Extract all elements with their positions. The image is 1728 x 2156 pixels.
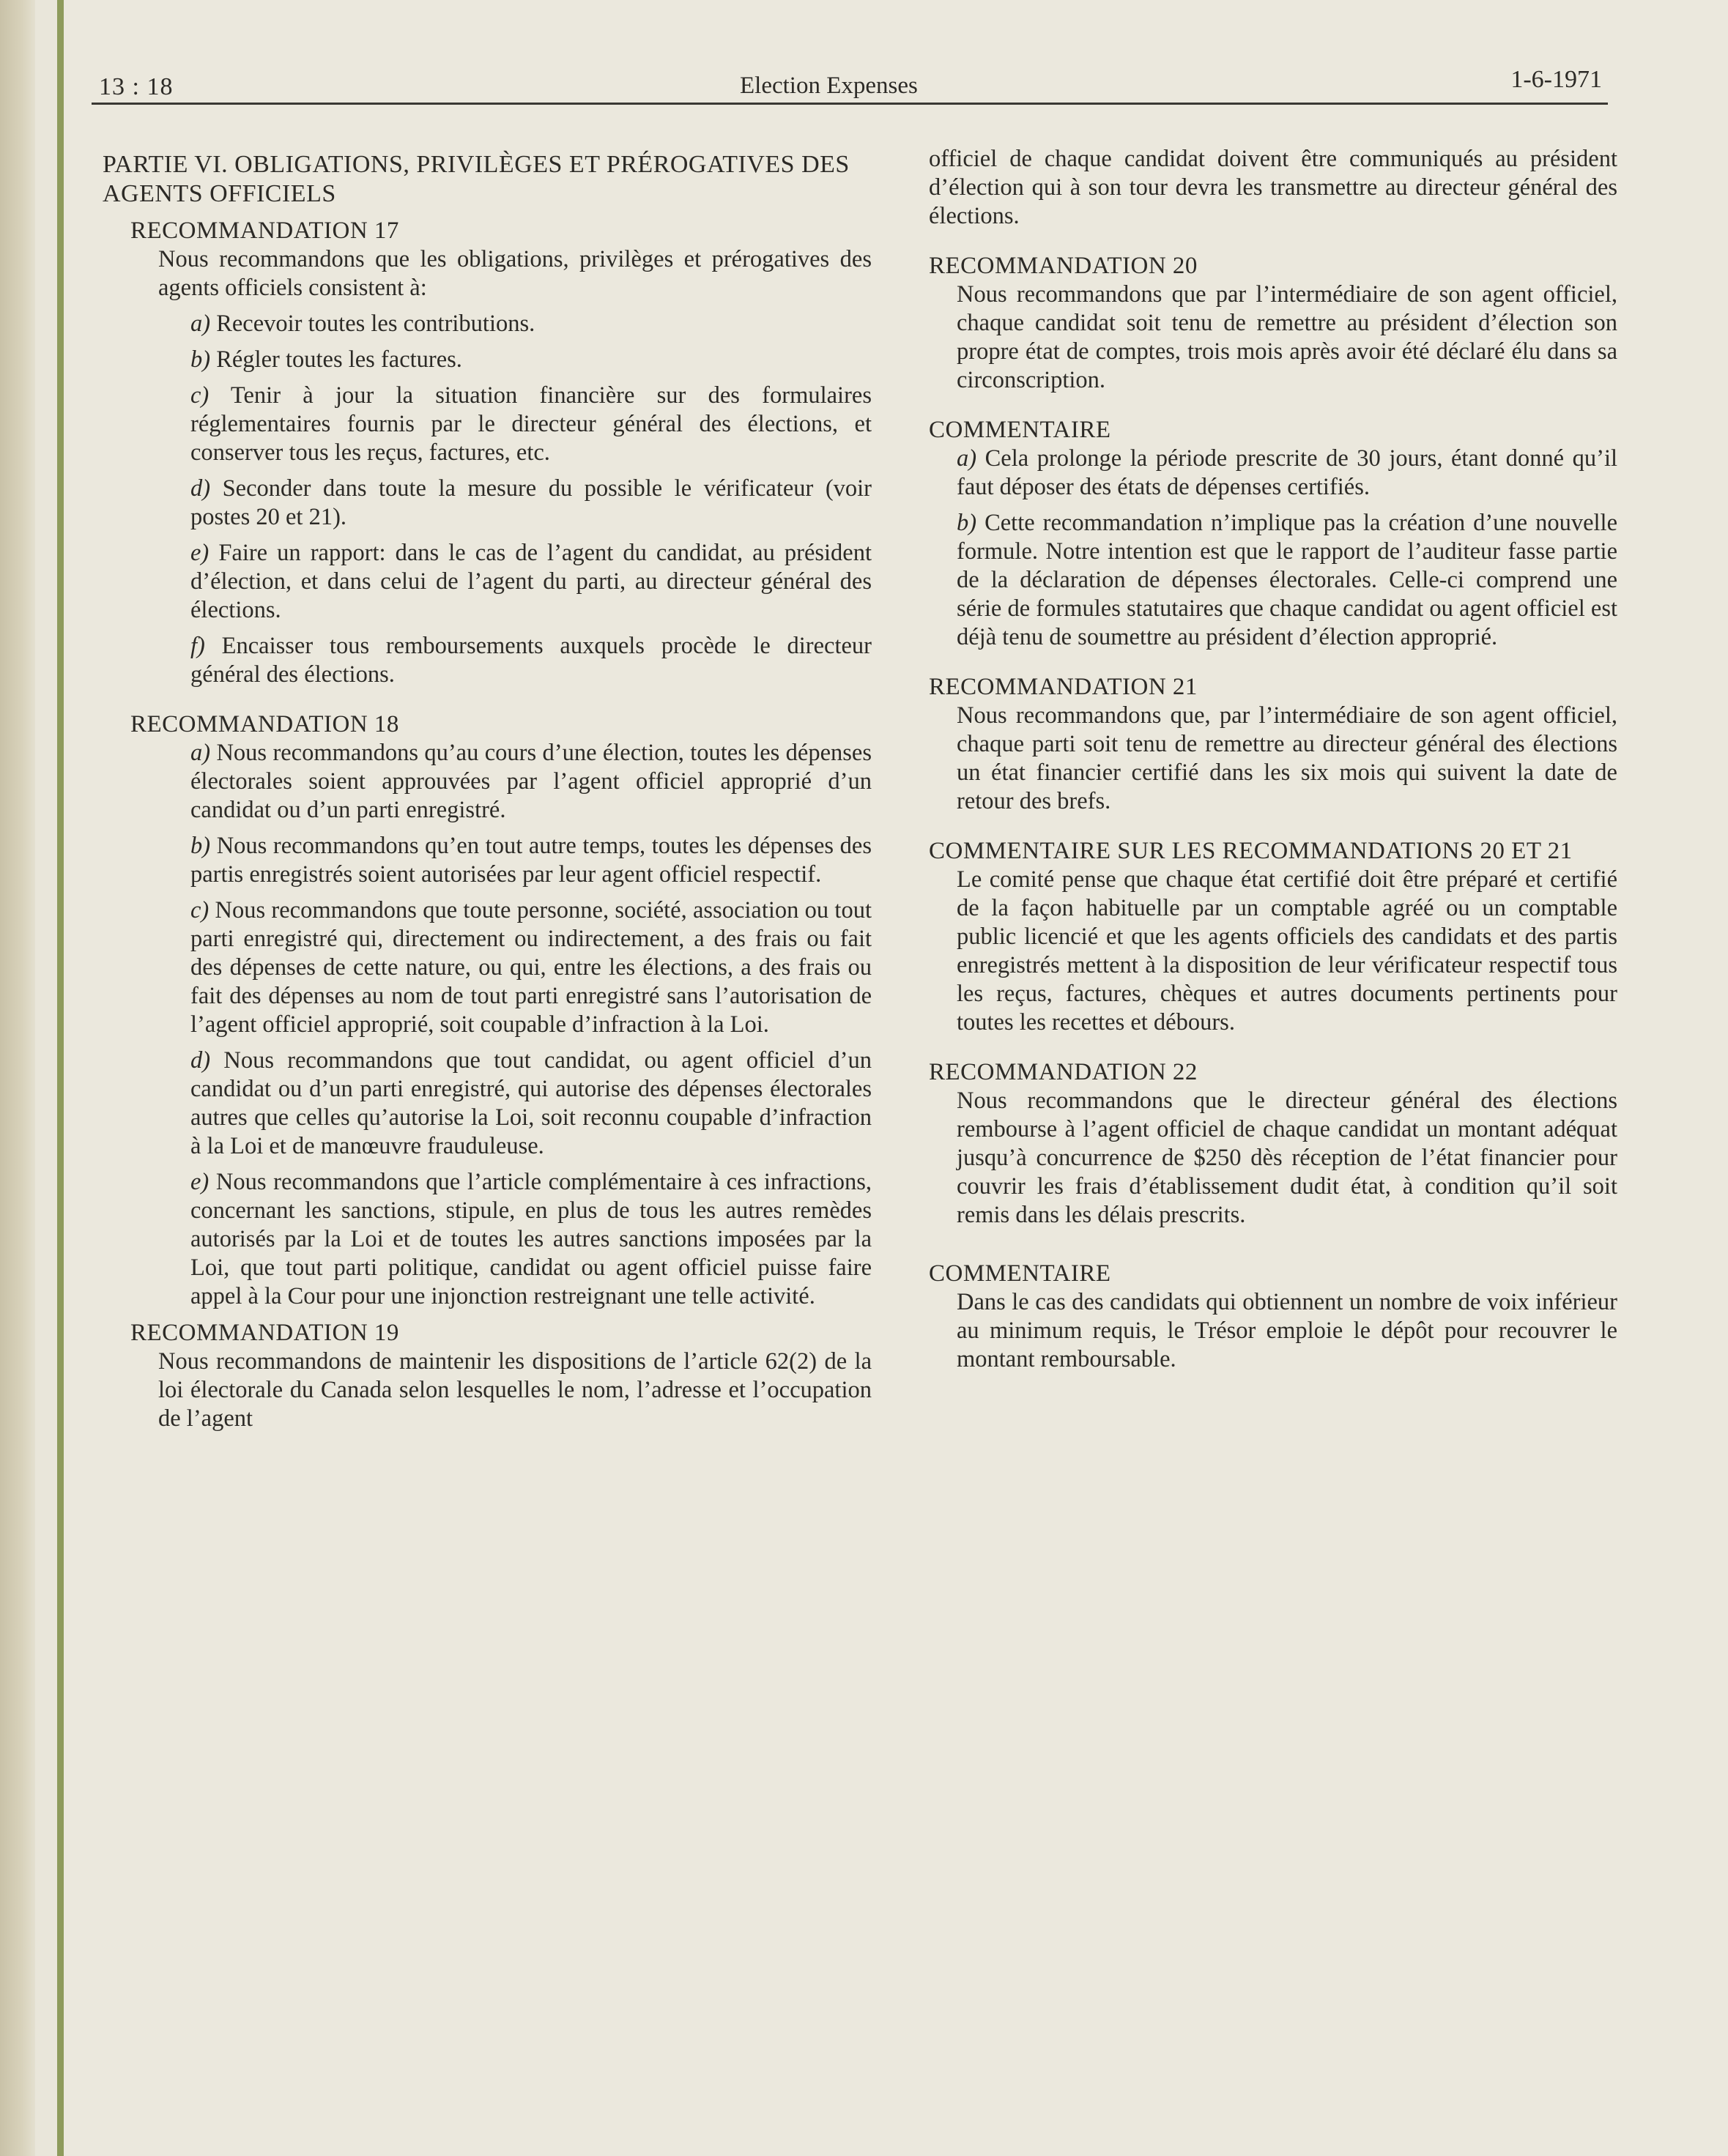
item-mark: b): [957, 510, 977, 536]
rec17-item: [190, 539, 872, 625]
rec18-item: [190, 832, 872, 889]
item-text: Nous recommandons que toute personne, société, association ou tout parti enregistré qui, directement ou indirectement, a des frais ou fait des dépenses de cette nature, ou qui, entre les élections, a des frais ou fait des dépenses au nom de tout parti enregistré sans l’autorisation de l’agent officiel approprié, soit coupable d’infraction à la Loi.: [190, 897, 872, 1038]
comment2021-title: COMMENTAIRE SUR LES RECOMMANDATIONS 20 ET 21: [929, 838, 1573, 864]
part-heading: PARTIE VI. OBLIGATIONS, PRIVILÈGES ET PRÉROGATIVES DES AGENTS OFFICIELS: [103, 151, 850, 207]
rec18-item: [190, 896, 872, 1039]
item-text: Tenir à jour la situation financière sur des formulaires réglementaires fournis par le directeur général des élections, et conserver tous les reçus, factures, etc.: [190, 382, 872, 466]
item-mark: a): [957, 445, 977, 472]
item-text: Cela prolonge la période prescrite de 30 jours, étant donné qu’il faut déposer des états de dépenses certifiés.: [957, 445, 1617, 500]
rec22-title: RECOMMANDATION 22: [929, 1059, 1198, 1085]
rec17-item: [190, 346, 872, 374]
item-text: Nous recommandons qu’en tout autre temps, toutes les dépenses des partis enregistrés soient autorisées par leur agent officiel respectif.: [190, 833, 872, 888]
item-text: Nous recommandons que l’article complémentaire à ces infractions, concernant les sanctions, stipule, en plus de tous les autres remèdes autorisés par la Loi et de toutes les autres sanctions imposées par la Loi, que tout parti politique, candidat ou agent officiel puisse faire appel à la Cour pour une injonction restreignant une telle activité.: [190, 1169, 872, 1309]
item-mark: e): [190, 1169, 209, 1195]
rec18-item: [190, 1047, 872, 1161]
header-title: Election Expenses: [740, 73, 918, 99]
rec17-title: RECOMMANDATION 17: [130, 218, 399, 244]
rec21-title: RECOMMANDATION 21: [929, 674, 1198, 700]
rec19-text: Nous recommandons de maintenir les dispositions de l’article 62(2) de la loi électorale du Canada selon lesquelles le nom, l’adresse et l’occupation de l’agent: [158, 1348, 872, 1432]
page-edge-stripe: [57, 0, 64, 2156]
item-text: Régler toutes les factures.: [216, 346, 462, 373]
rec19-title: RECOMMANDATION 19: [130, 1320, 399, 1346]
comment2021-text: Le comité pense que chaque état certifié doit être préparé et certifié de la façon habituelle par un comptable agréé ou un comptable public licencié et que les agents officiels des candidats et des partis enregistrés mettent à la disposition de leur vérificateur respectif tous les reçus, factures, chèques et autres documents pertinents pour toutes les recettes et débours.: [957, 866, 1617, 1036]
rec17-item: [190, 310, 872, 338]
item-mark: b): [190, 833, 211, 859]
left-column: [103, 150, 872, 1441]
book-binding: [0, 0, 35, 2156]
rec18-item: [190, 1168, 872, 1311]
item-mark: b): [190, 346, 211, 373]
comment22-text: Dans le cas des candidats qui obtiennent un nombre de voix inférieur au minimum requis, le Trésor emploie le dépôt pour recouvrer le montant remboursable.: [957, 1289, 1617, 1372]
rec21-text: Nous recommandons que, par l’intermédiaire de son agent officiel, chaque parti soit tenu de remettre au directeur général des élections un état financier certifié dans les six mois qui suivent la date de retour des brefs.: [957, 702, 1617, 814]
item-mark: a): [190, 311, 211, 337]
comment20-item: [957, 509, 1617, 652]
rec19-continued: officiel de chaque candidat doivent être communiqués au président d’élection qui à son tour devra les transmettre au directeur général des élections.: [929, 146, 1617, 229]
rec18-item: [190, 739, 872, 825]
item-text: Encaisser tous remboursements auxquels procède le directeur général des élections.: [190, 633, 872, 688]
rec17-intro: Nous recommandons que les obligations, privilèges et prérogatives des agents officiels consistent à:: [158, 246, 872, 301]
comment20-item: [957, 445, 1617, 502]
item-mark: d): [190, 475, 211, 502]
right-column: [929, 145, 1617, 1381]
item-mark: f): [190, 633, 205, 659]
rec22-text: Nous recommandons que le directeur général des élections rembourse à l’agent officiel de chaque candidat un montant adéquat jusqu’à concurrence de $250 dès réception de l’état financier pour couvrir les frais d’établissement dudit état, à condition qu’il soit remis dans les délais prescrits.: [957, 1088, 1617, 1228]
running-header: [92, 64, 1608, 105]
rec17-item: [190, 382, 872, 467]
comment20-title: COMMENTAIRE: [929, 417, 1111, 443]
header-date: 1-6-1971: [1510, 66, 1602, 93]
rec20-title: RECOMMANDATION 20: [929, 253, 1198, 279]
page-number: 13 : 18: [99, 73, 174, 100]
item-text: Faire un rapport: dans le cas de l’agent du candidat, au président d’élection, et dans celui de l’agent du parti, au directeur général des élections.: [190, 540, 872, 623]
item-mark: e): [190, 540, 209, 566]
rec17-item: [190, 475, 872, 532]
item-mark: c): [190, 382, 209, 409]
item-mark: c): [190, 897, 209, 923]
item-text: Cette recommandation n’implique pas la création d’une nouvelle formule. Notre intention est que le rapport de l’auditeur fasse partie de la déclaration de dépenses électorales. Celle-ci comprend une série de formules statutaires que chaque candidat ou agent officiel est déjà tenu de soumettre au président d’élection approprié.: [957, 510, 1617, 650]
item-text: Recevoir toutes les contributions.: [216, 311, 535, 337]
item-text: Nous recommandons qu’au cours d’une élection, toutes les dépenses électorales soient approuvées par l’agent officiel approprié d’un candidat ou d’un parti enregistré.: [190, 740, 872, 823]
rec20-text: Nous recommandons que par l’intermédiaire de son agent officiel, chaque candidat soit tenu de remettre au président d’élection son propre état de comptes, trois mois après avoir été déclaré élu dans sa circonscription.: [957, 281, 1617, 393]
item-text: Seconder dans toute la mesure du possible le vérificateur (voir postes 20 et 21).: [190, 475, 872, 530]
item-mark: d): [190, 1047, 211, 1074]
item-mark: a): [190, 740, 211, 766]
rec18-title: RECOMMANDATION 18: [130, 711, 399, 737]
comment22-title: COMMENTAIRE: [929, 1260, 1111, 1287]
item-text: Nous recommandons que tout candidat, ou agent officiel d’un candidat ou d’un parti enregistré, qui autorise des dépenses électorales autres que celles qu’autorise la Loi, soit reconnu coupable d’infraction à la Loi et de manœuvre frauduleuse.: [190, 1047, 872, 1159]
rec17-item: [190, 632, 872, 689]
